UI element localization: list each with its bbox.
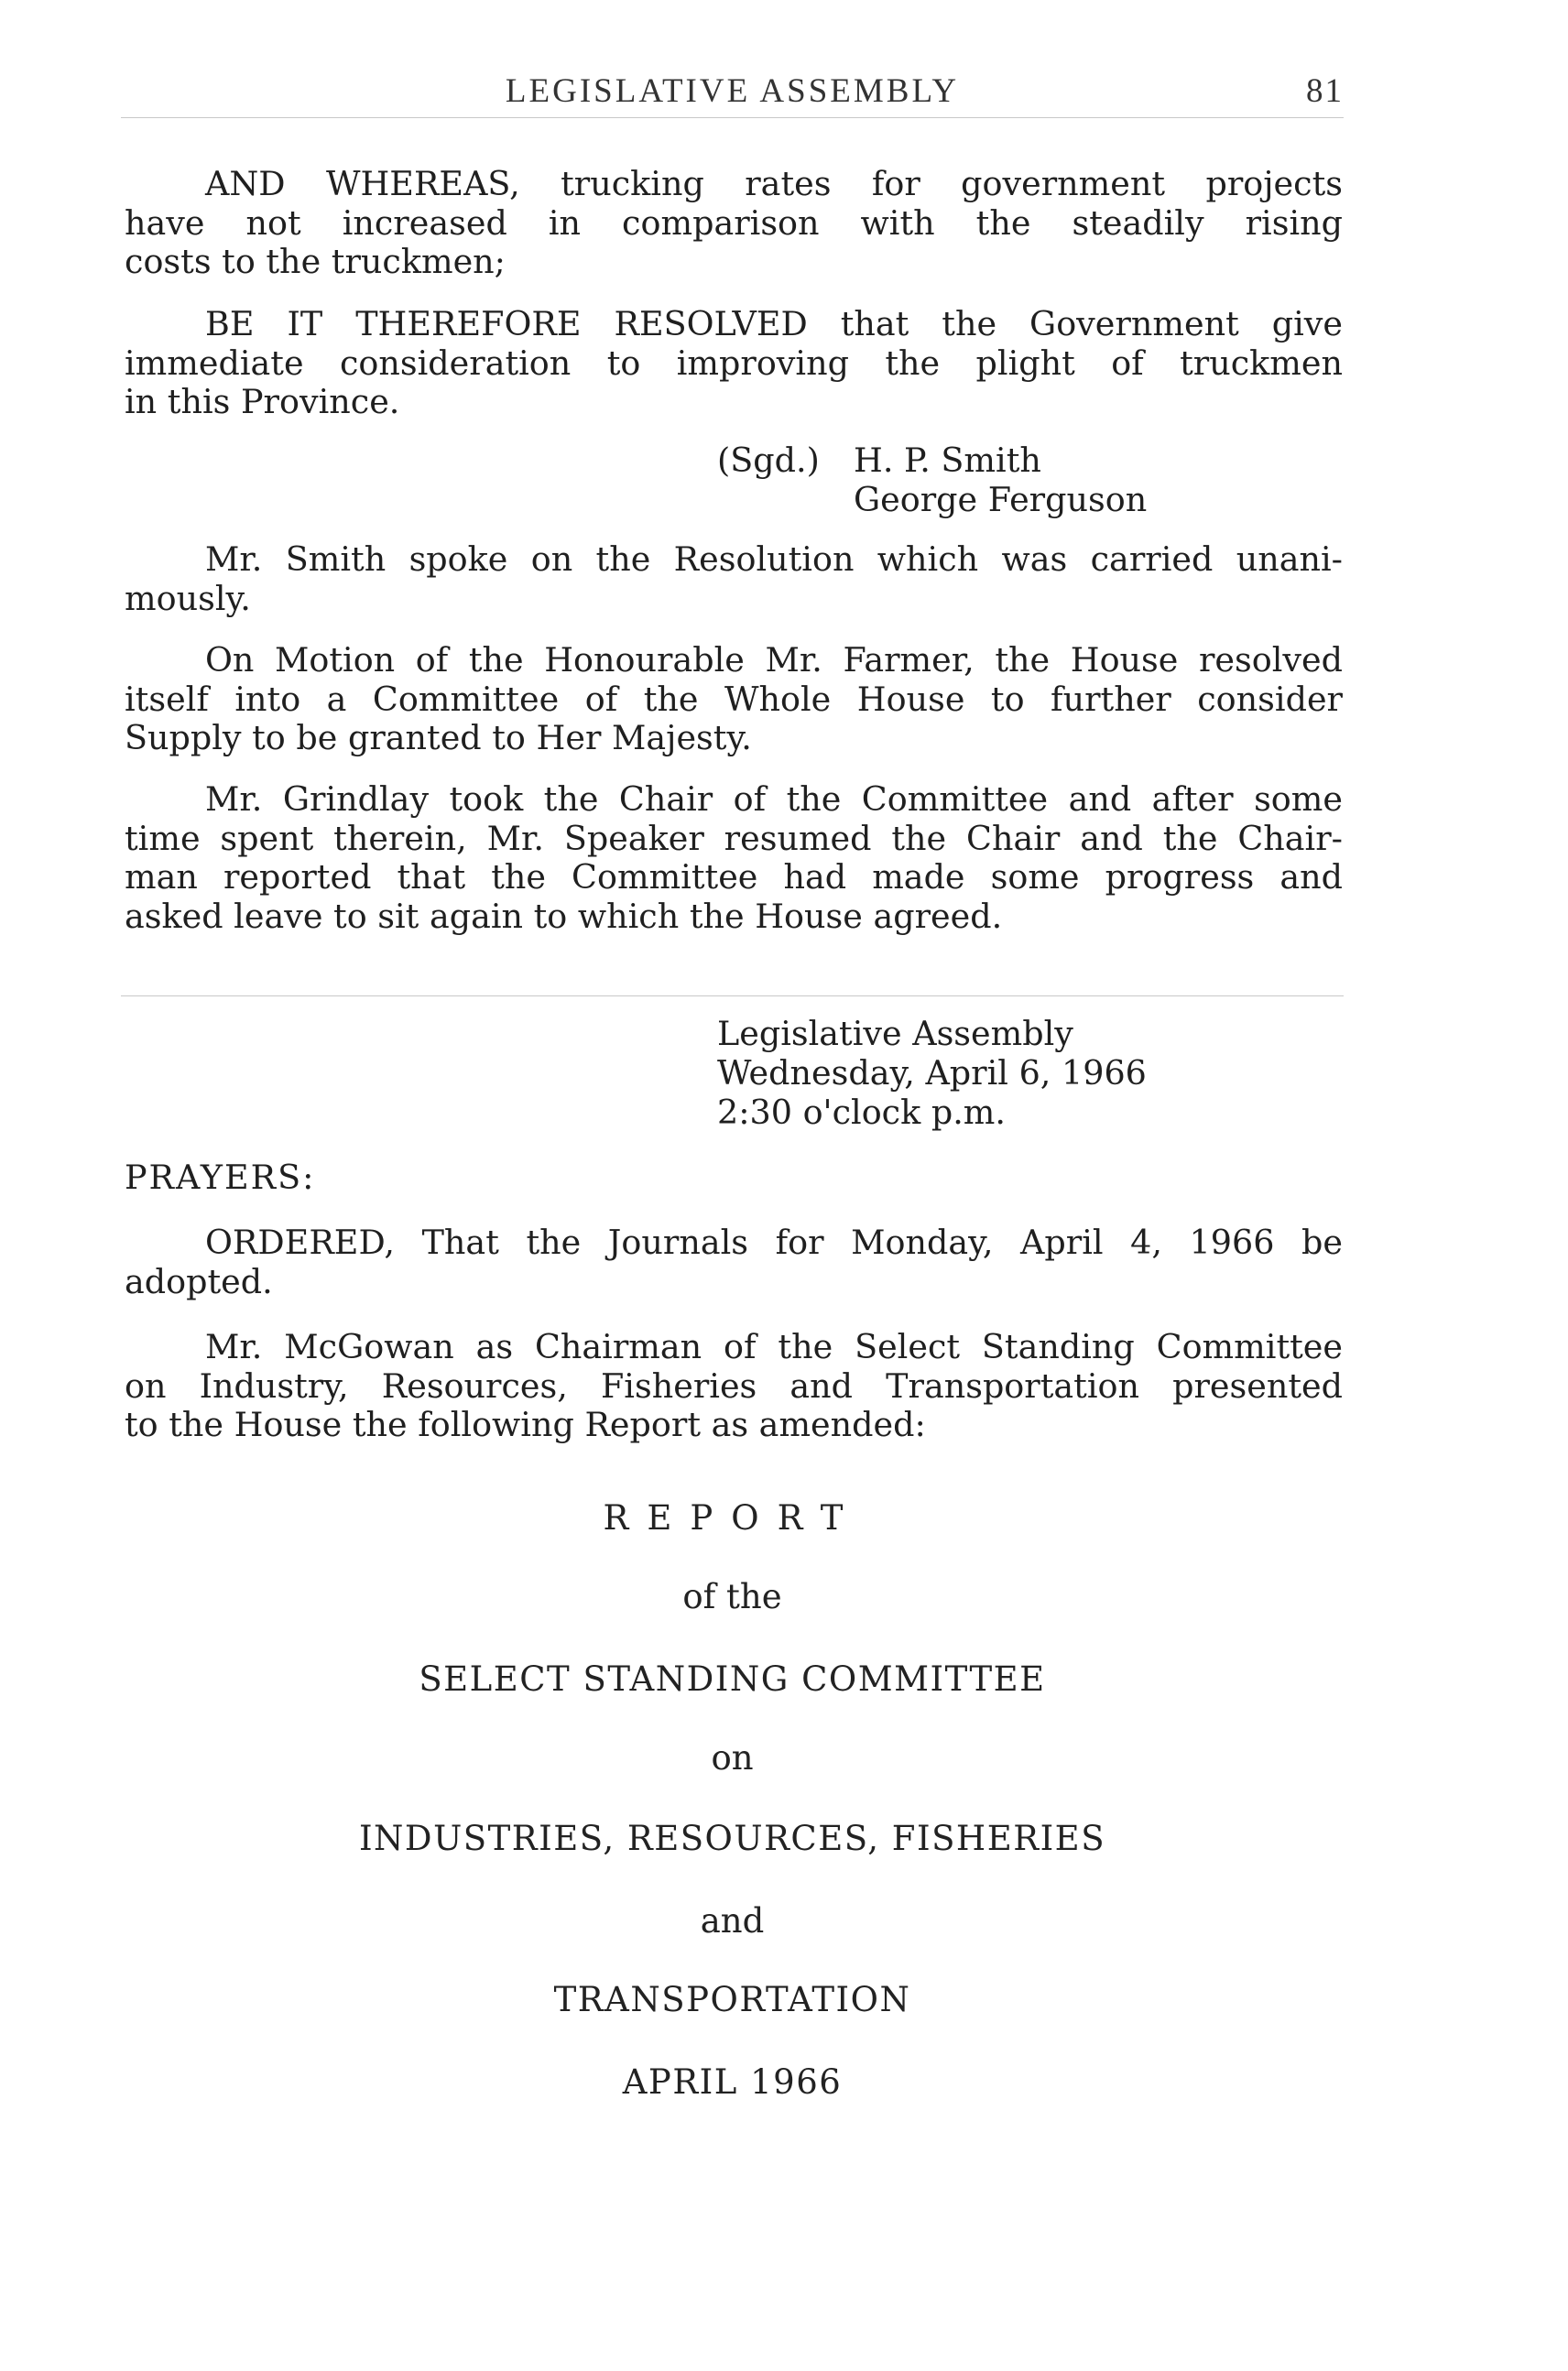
paragraph-line: man reported that the Committee had made some progress and xyxy=(125,857,1343,897)
dateline-time: 2:30 o'clock p.m. xyxy=(717,1093,1007,1132)
report-committee-name: SELECT STANDING COMMITTEE xyxy=(419,1659,1046,1699)
sitting-dateline xyxy=(717,1014,1147,1132)
paragraph-line: on Industry, Resources, Fisheries and Transportation presented xyxy=(125,1365,1343,1406)
signature-sgd: (Sgd.) xyxy=(717,440,820,480)
paragraph-line: Mr. McGowan as Chairman of the Select Standing Committee xyxy=(205,1327,1343,1366)
paragraph-line: On Motion of the Honourable Mr. Farmer, the House resolved xyxy=(205,640,1343,680)
report-subjects: INDUSTRIES, RESOURCES, FISHERIES xyxy=(358,1819,1106,1858)
paragraph-whereas xyxy=(125,165,1343,282)
page-number: 81 xyxy=(1306,72,1344,110)
paragraph-line: BE IT THEREFORE RESOLVED that the Government give xyxy=(205,304,1343,343)
paragraph-line: adopted. xyxy=(125,1261,273,1301)
report-on: on xyxy=(711,1738,754,1778)
report-transportation: TRANSPORTATION xyxy=(553,1980,911,2019)
paragraph-ordered xyxy=(125,1224,1343,1301)
section-rule xyxy=(121,995,1344,996)
paragraph-line: Mr. Smith spoke on the Resolution which was carried unani- xyxy=(205,539,1343,579)
paragraph-line: Mr. Grindlay took the Chair of the Committee and after some xyxy=(205,779,1343,819)
header-rule xyxy=(121,117,1344,118)
paragraph-grindlay xyxy=(125,780,1343,936)
paragraph-line: itself into a Committee of the Whole House to further consider xyxy=(125,679,1343,719)
paragraph-motion xyxy=(125,641,1343,758)
paragraph-mcgowan xyxy=(125,1328,1343,1445)
report-of-the: of the xyxy=(682,1577,782,1616)
paragraph-line: time spent therein, Mr. Speaker resumed the Chair and the Chair- xyxy=(125,818,1343,858)
dateline-date: Wednesday, April 6, 1966 xyxy=(717,1053,1147,1093)
paragraph-line: asked leave to sit again to which the House agreed. xyxy=(125,896,1003,936)
prayers-heading: PRAYERS: xyxy=(125,1158,316,1197)
report-and: and xyxy=(700,1901,765,1941)
paragraph-line: to the House the following Report as amended: xyxy=(125,1405,926,1444)
paragraph-line: AND WHEREAS, trucking rates for government projects xyxy=(205,164,1343,203)
paragraph-line: immediate consideration to improving the plight of truckmen xyxy=(125,343,1343,383)
paragraph-line: ORDERED, That the Journals for Monday, April 4, 1966 be xyxy=(205,1223,1343,1262)
running-head-title: LEGISLATIVE ASSEMBLY xyxy=(505,72,960,110)
paragraph-line: mously. xyxy=(125,578,251,618)
signature-name-smith: H. P. Smith xyxy=(854,440,1041,480)
paragraph-line: in this Province. xyxy=(125,382,400,421)
paragraph-resolved xyxy=(125,305,1343,422)
paragraph-smith-spoke xyxy=(125,540,1343,618)
report-date: APRIL 1966 xyxy=(622,2062,843,2102)
report-heading: REPORT xyxy=(603,1498,862,1538)
paragraph-line: costs to the truckmen; xyxy=(125,242,506,281)
paragraph-line: Supply to be granted to Her Majesty. xyxy=(125,718,752,757)
paragraph-line: have not increased in comparison with the steadily rising xyxy=(125,202,1343,243)
dateline-place: Legislative Assembly xyxy=(717,1014,1073,1053)
running-head xyxy=(121,71,1344,117)
signature-name-ferguson: George Ferguson xyxy=(854,480,1148,519)
